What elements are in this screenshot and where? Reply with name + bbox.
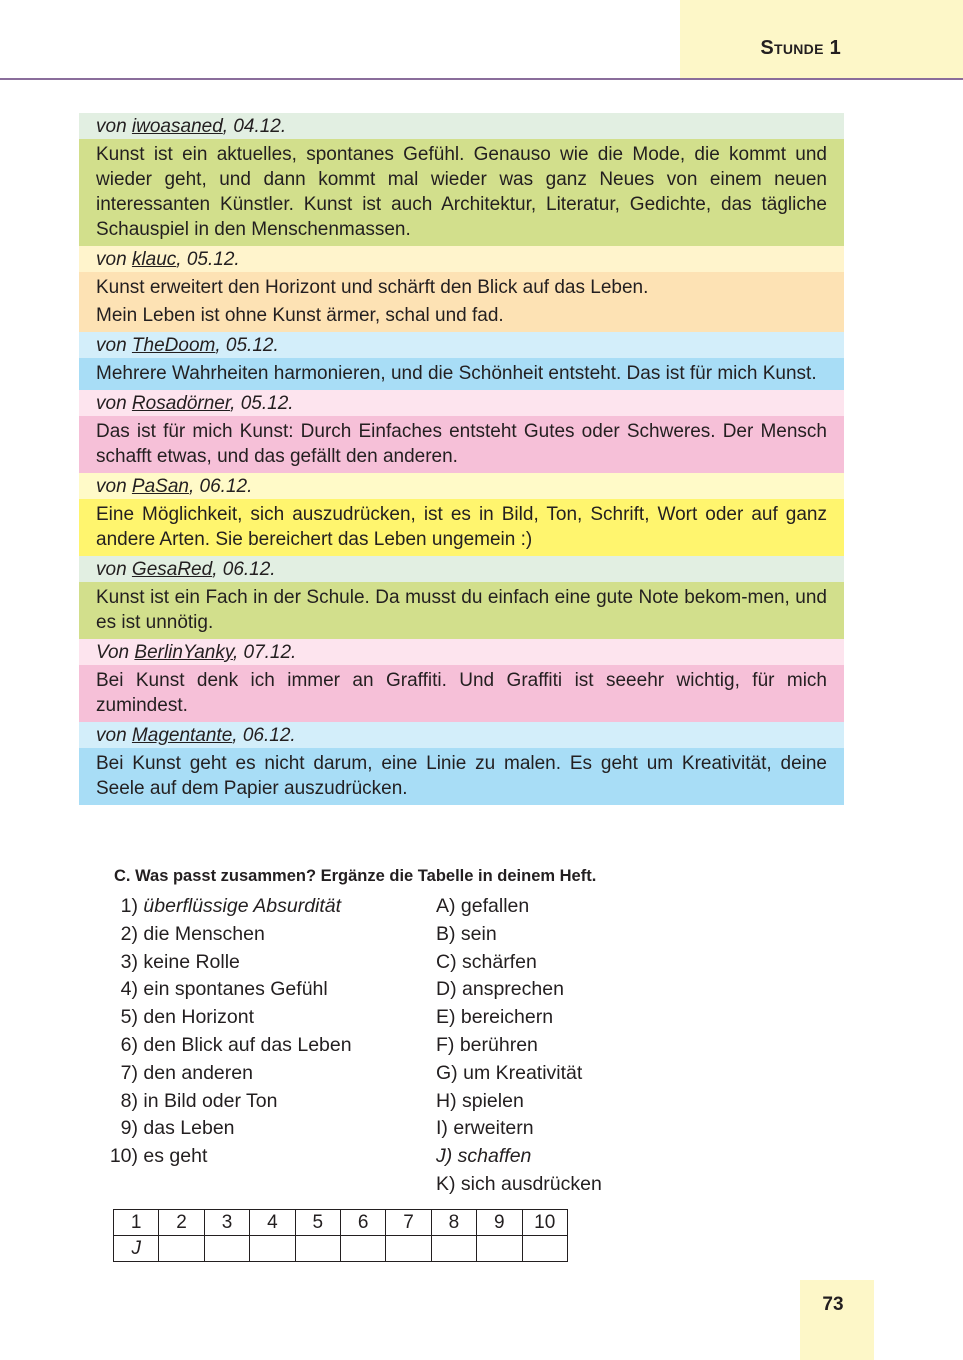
item-number: 4) — [120, 978, 138, 1001]
list-item — [100, 1004, 352, 1032]
table-header-cell: 4 — [250, 1210, 295, 1236]
comment-paragraph: Kunst erweitert den Horizont und schärft den Blick auf das Leben. — [96, 277, 649, 298]
item-letter: A) — [436, 895, 456, 917]
comment-text — [79, 272, 844, 332]
comment-date: , 06.12. — [212, 559, 276, 580]
comment-prefix: von — [96, 393, 132, 414]
list-item — [436, 1060, 602, 1088]
item-text: bereichern — [460, 1006, 554, 1029]
item-text: schaffen — [457, 1145, 532, 1168]
item-number: 5) — [120, 1006, 138, 1029]
table-header-cell: 2 — [159, 1210, 204, 1236]
item-letter: I) — [436, 1117, 448, 1140]
comment-paragraph: Bei Kunst geht es nicht darum, eine Linie zu malen. Es geht um Kreativität, deine Seele auf dem Papier auszudrücken. — [96, 753, 827, 799]
comment-prefix: von — [96, 116, 132, 137]
answer-cell[interactable] — [340, 1236, 385, 1262]
comment-paragraph: Das ist für mich Kunst: Durch Einfaches entsteht Gutes oder Schweres. Der Mensch schafft etwas, und das gefällt den anderen. — [96, 421, 827, 467]
table-header-cell: 6 — [340, 1210, 385, 1236]
comment-author-line — [79, 473, 844, 499]
item-text: berühren — [459, 1033, 538, 1056]
comment-date: , 04.12. — [222, 116, 287, 137]
comment-author-line — [79, 332, 844, 358]
table-header-cell: 1 — [114, 1210, 159, 1236]
comment-prefix: von — [96, 335, 132, 356]
comment-author-link[interactable]: GesaRed — [131, 559, 213, 580]
answer-cell[interactable] — [295, 1236, 340, 1262]
comment-paragraph: Kunst ist ein Fach in der Schule. Da musst du einfach eine gute Note bekom-men, und es ist unnötig. — [96, 587, 827, 633]
comment-prefix: Von — [96, 642, 135, 663]
table-header-row — [114, 1210, 568, 1236]
comment-author-line — [79, 246, 844, 272]
comment-author-line — [79, 113, 844, 139]
answer-cell[interactable] — [431, 1236, 476, 1262]
comment-date: , 05.12. — [215, 335, 279, 356]
item-letter: C) — [436, 950, 457, 973]
item-text: die Menschen — [143, 922, 265, 945]
list-item — [100, 1060, 352, 1088]
comment-date: , 05.12. — [230, 393, 294, 414]
table-header-cell: 5 — [295, 1210, 340, 1236]
list-item — [100, 1143, 352, 1171]
comment-paragraph: Mein Leben ist ohne Kunst ärmer, schal und fad. — [96, 305, 504, 326]
list-item — [100, 1115, 352, 1143]
item-number: 1) — [120, 895, 138, 917]
comment-prefix: von — [96, 725, 132, 746]
comment-paragraph: Mehrere Wahrheiten harmonieren, und die Schönheit entsteht. Das ist für mich Kunst. — [96, 363, 817, 384]
comment-author-link[interactable]: Magentante — [131, 725, 233, 746]
item-letter: G) — [436, 1061, 458, 1084]
comment-prefix: von — [96, 476, 132, 497]
list-item — [436, 1032, 602, 1060]
comment-date: , 05.12. — [176, 249, 240, 270]
item-number: 9) — [120, 1117, 138, 1140]
comment-author-link[interactable]: TheDoom — [131, 335, 216, 356]
answer-cell[interactable] — [159, 1236, 204, 1262]
list-item — [100, 921, 352, 949]
item-text: überflüssige Absurdität — [143, 895, 342, 917]
comment-text — [79, 416, 844, 473]
item-text: erweitern — [453, 1117, 534, 1140]
comment-author-link[interactable]: klauc — [131, 249, 177, 270]
comment-text — [79, 499, 844, 556]
list-item — [100, 1088, 352, 1116]
page-number-box — [800, 1280, 874, 1360]
page-number: 73 — [822, 1294, 844, 1315]
comment-date: , 06.12. — [232, 725, 296, 746]
comment-text — [79, 665, 844, 722]
list-item — [100, 893, 352, 921]
list-item — [100, 949, 352, 977]
task-title: C. Was passt zusammen? Ergänze die Tabelle in deinem Heft. — [114, 867, 597, 885]
item-text: gefallen — [460, 895, 530, 917]
header-box — [680, 0, 963, 79]
answer-cell[interactable]: J — [114, 1236, 159, 1262]
item-text: sich ausdrücken — [460, 1172, 602, 1195]
list-item — [436, 893, 602, 921]
answer-cell[interactable] — [386, 1236, 431, 1262]
header-divider — [0, 78, 963, 80]
list-item — [436, 1171, 602, 1199]
comment-prefix: von — [96, 559, 132, 580]
verb-list — [436, 893, 602, 1199]
comment-author-line — [79, 556, 844, 582]
comment-prefix: von — [96, 249, 132, 270]
list-item — [436, 1088, 602, 1116]
item-text: den Horizont — [143, 1006, 254, 1029]
item-number: 10) — [109, 1145, 138, 1168]
comment-author-line — [79, 722, 844, 748]
item-number: 6) — [120, 1033, 138, 1056]
list-item — [100, 1032, 352, 1060]
answer-table — [113, 1209, 568, 1262]
item-text: den anderen — [143, 1061, 253, 1084]
item-number: 2) — [120, 922, 138, 945]
item-text: spielen — [462, 1089, 524, 1112]
table-header-cell: 10 — [522, 1210, 567, 1236]
item-letter: F) — [436, 1033, 455, 1056]
item-text: ansprechen — [462, 978, 564, 1001]
comment-author-link[interactable]: BerlinYanky — [134, 642, 233, 663]
item-letter: D) — [436, 978, 457, 1001]
item-text: um Kreativität — [463, 1061, 583, 1084]
comment-author-link[interactable]: Rosadörner — [131, 393, 231, 414]
list-item — [436, 976, 602, 1004]
comment-text — [79, 582, 844, 639]
item-text: sein — [460, 922, 497, 945]
table-header-cell: 7 — [386, 1210, 431, 1236]
item-letter: E) — [436, 1006, 456, 1029]
list-item — [436, 949, 602, 977]
answer-cell[interactable] — [250, 1236, 295, 1262]
item-letter: K) — [436, 1172, 456, 1195]
comments-list — [79, 113, 844, 805]
item-text: es geht — [143, 1145, 208, 1168]
comment-text — [79, 748, 844, 805]
item-text: das Leben — [143, 1117, 235, 1140]
comment-paragraph: Eine Möglichkeit, sich auszudrücken, ist es in Bild, Ton, Schrift, Wort oder auf ganz andere Arten. Sie bereichert das Leben ungemein :) — [96, 504, 827, 550]
table-header-cell: 3 — [204, 1210, 249, 1236]
comment-author-link[interactable]: PaSan — [131, 476, 189, 497]
answer-cell[interactable] — [522, 1236, 567, 1262]
table-row — [114, 1236, 568, 1262]
comment-date: , 06.12. — [188, 476, 253, 497]
comment-text — [79, 358, 844, 390]
page-title: Stunde 1 — [760, 37, 841, 59]
answer-cell[interactable] — [204, 1236, 249, 1262]
list-item — [436, 1143, 602, 1171]
table-header-cell: 9 — [477, 1210, 522, 1236]
list-item — [100, 976, 352, 1004]
item-letter: H) — [436, 1089, 457, 1112]
item-text: in Bild oder Ton — [143, 1089, 278, 1112]
comment-author-link[interactable]: iwoasaned — [131, 116, 223, 137]
item-text: schärfen — [462, 950, 537, 973]
table-header-cell: 8 — [431, 1210, 476, 1236]
comment-author-line — [79, 639, 844, 665]
comment-author-line — [79, 390, 844, 416]
item-number: 8) — [120, 1089, 138, 1112]
item-number: 3) — [120, 950, 138, 973]
item-letter: B) — [436, 922, 456, 945]
comment-paragraph: Kunst ist ein aktuelles, spontanes Gefühl. Genauso wie die Mode, die kommt und wieder geht, und dann kommt mal wieder was ganz Neues von einem neuen interessanten Künstler. Kunst ist auch Architektur, Literatur, Gedichte, das tägliche Schauspiel in den Menschenmassen. — [96, 144, 827, 240]
phrase-list — [100, 893, 352, 1171]
comment-date: , 07.12. — [232, 642, 297, 663]
item-text: keine Rolle — [143, 950, 240, 973]
comment-text — [79, 139, 844, 246]
item-text: ein spontanes Gefühl — [143, 978, 328, 1001]
list-item — [436, 1115, 602, 1143]
item-number: 7) — [120, 1061, 138, 1084]
comment-paragraph: Bei Kunst denk ich immer an Graffiti. Und Graffiti ist seeehr wichtig, für mich zumindest. — [96, 670, 827, 716]
item-text: den Blick auf das Leben — [143, 1033, 352, 1056]
list-item — [436, 921, 602, 949]
item-letter: J) — [436, 1145, 453, 1168]
list-item — [436, 1004, 602, 1032]
answer-cell[interactable] — [477, 1236, 522, 1262]
